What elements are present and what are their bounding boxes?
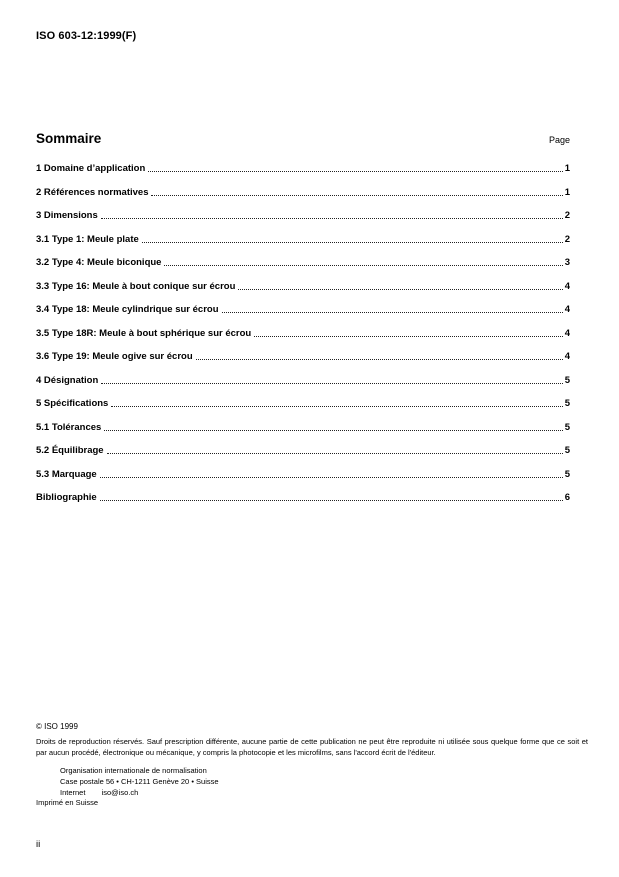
toc-entry[interactable]	[36, 186, 570, 198]
toc-entry[interactable]	[36, 397, 570, 409]
toc-entry[interactable]	[36, 421, 570, 433]
printed-in-line: Imprimé en Suisse	[36, 798, 99, 807]
toc-entry[interactable]	[36, 350, 570, 362]
toc-entry-page: 4	[564, 327, 570, 339]
toc-leader-dots	[254, 336, 562, 337]
toc-entry-label: 4 Désignation	[36, 374, 99, 386]
toc-entry-page: 2	[564, 233, 570, 245]
toc-entry-label: 3.1 Type 1: Meule plate	[36, 233, 139, 245]
toc-leader-dots	[101, 383, 562, 384]
toc-entry[interactable]	[36, 327, 570, 339]
doc-reference: ISO 603-12:1999(F)	[36, 30, 137, 42]
internet-label: Internet	[60, 787, 86, 797]
internet-email-link[interactable]: iso@iso.ch	[101, 787, 139, 797]
toc-leader-dots	[107, 453, 563, 454]
toc-entry-page: 4	[564, 280, 570, 292]
toc-entry-label: 3 Dimensions	[36, 210, 98, 221]
toc-entry-label: 1 Domaine d’application	[36, 163, 146, 174]
toc-page-column-label: Page	[548, 135, 570, 145]
toc-entry-label: 5 Spécifications	[36, 398, 109, 409]
toc-entry-page: 6	[564, 492, 570, 503]
toc-entry[interactable]	[36, 280, 570, 292]
toc-leader-dots	[196, 359, 563, 360]
toc-entry-label: 3.3 Type 16: Meule à bout conique sur écrou	[36, 280, 236, 292]
rights-notice: Droits de reproduction réservés. Sauf prescription différente, aucune partie de cette publication ne peut être reproduite ni utilisée sous quelque forme que ce soit et par aucun procédé, électronique ou mécanique, y compris la photocopie et les microfilms, sans l'accord écrit de l'éditeur.	[36, 737, 588, 757]
org-address: Case postale 56 • CH-1211 Genève 20 • Suisse	[60, 776, 219, 786]
org-name: Organisation internationale de normalisation	[60, 766, 207, 775]
toc-entry-label: 5.3 Marquage	[36, 468, 97, 480]
toc-leader-dots	[142, 242, 563, 243]
toc-entry-label: 5.2 Équilibrage	[36, 445, 104, 456]
toc-entry[interactable]	[36, 491, 570, 503]
toc-leader-dots	[111, 406, 562, 407]
org-block	[60, 766, 219, 799]
toc-title: Sommaire	[36, 131, 102, 146]
toc-leader-dots	[104, 430, 562, 431]
toc-entry-page: 5	[564, 398, 570, 409]
toc-entry-page: 5	[564, 374, 570, 386]
toc-leader-dots	[101, 218, 563, 219]
toc-entry-label: 3.4 Type 18: Meule cylindrique sur écrou	[36, 304, 219, 315]
toc-leader-dots	[151, 195, 562, 196]
toc-leader-dots	[100, 477, 563, 478]
toc-entry[interactable]	[36, 374, 570, 386]
toc-leader-dots	[164, 265, 562, 266]
toc-entry-label: 3.6 Type 19: Meule ogive sur écrou	[36, 351, 193, 362]
toc-entry-page: 4	[564, 304, 570, 315]
toc-entry-page: 1	[564, 163, 570, 174]
toc-list	[36, 162, 570, 503]
toc-entry-page: 3	[564, 257, 570, 268]
copyright-line: © ISO 1999	[36, 722, 78, 731]
toc-entry-label: 2 Références normatives	[36, 186, 149, 198]
toc-entry-label: 3.5 Type 18R: Meule à bout sphérique sur écrou	[36, 327, 252, 339]
page-number: ii	[36, 839, 41, 850]
toc-header	[36, 131, 570, 146]
table-of-contents	[36, 131, 570, 515]
toc-leader-dots	[238, 289, 562, 290]
toc-entry[interactable]	[36, 444, 570, 456]
toc-entry-page: 5	[564, 421, 570, 433]
toc-entry-page: 5	[564, 468, 570, 480]
toc-entry-page: 5	[564, 445, 570, 456]
toc-entry[interactable]	[36, 162, 570, 174]
org-internet-line	[60, 788, 219, 799]
toc-entry-label: 3.2 Type 4: Meule biconique	[36, 257, 162, 268]
toc-entry[interactable]	[36, 303, 570, 315]
toc-entry-label: Bibliographie	[36, 492, 97, 503]
toc-leader-dots	[222, 312, 563, 313]
toc-leader-dots	[100, 500, 563, 501]
toc-entry[interactable]	[36, 233, 570, 245]
toc-entry[interactable]	[36, 468, 570, 480]
toc-leader-dots	[148, 171, 562, 172]
toc-entry-page: 2	[564, 210, 570, 221]
toc-entry-page: 1	[564, 186, 570, 198]
toc-entry[interactable]	[36, 256, 570, 268]
toc-entry-page: 4	[564, 351, 570, 362]
toc-entry-label: 5.1 Tolérances	[36, 421, 102, 433]
toc-entry[interactable]	[36, 209, 570, 221]
